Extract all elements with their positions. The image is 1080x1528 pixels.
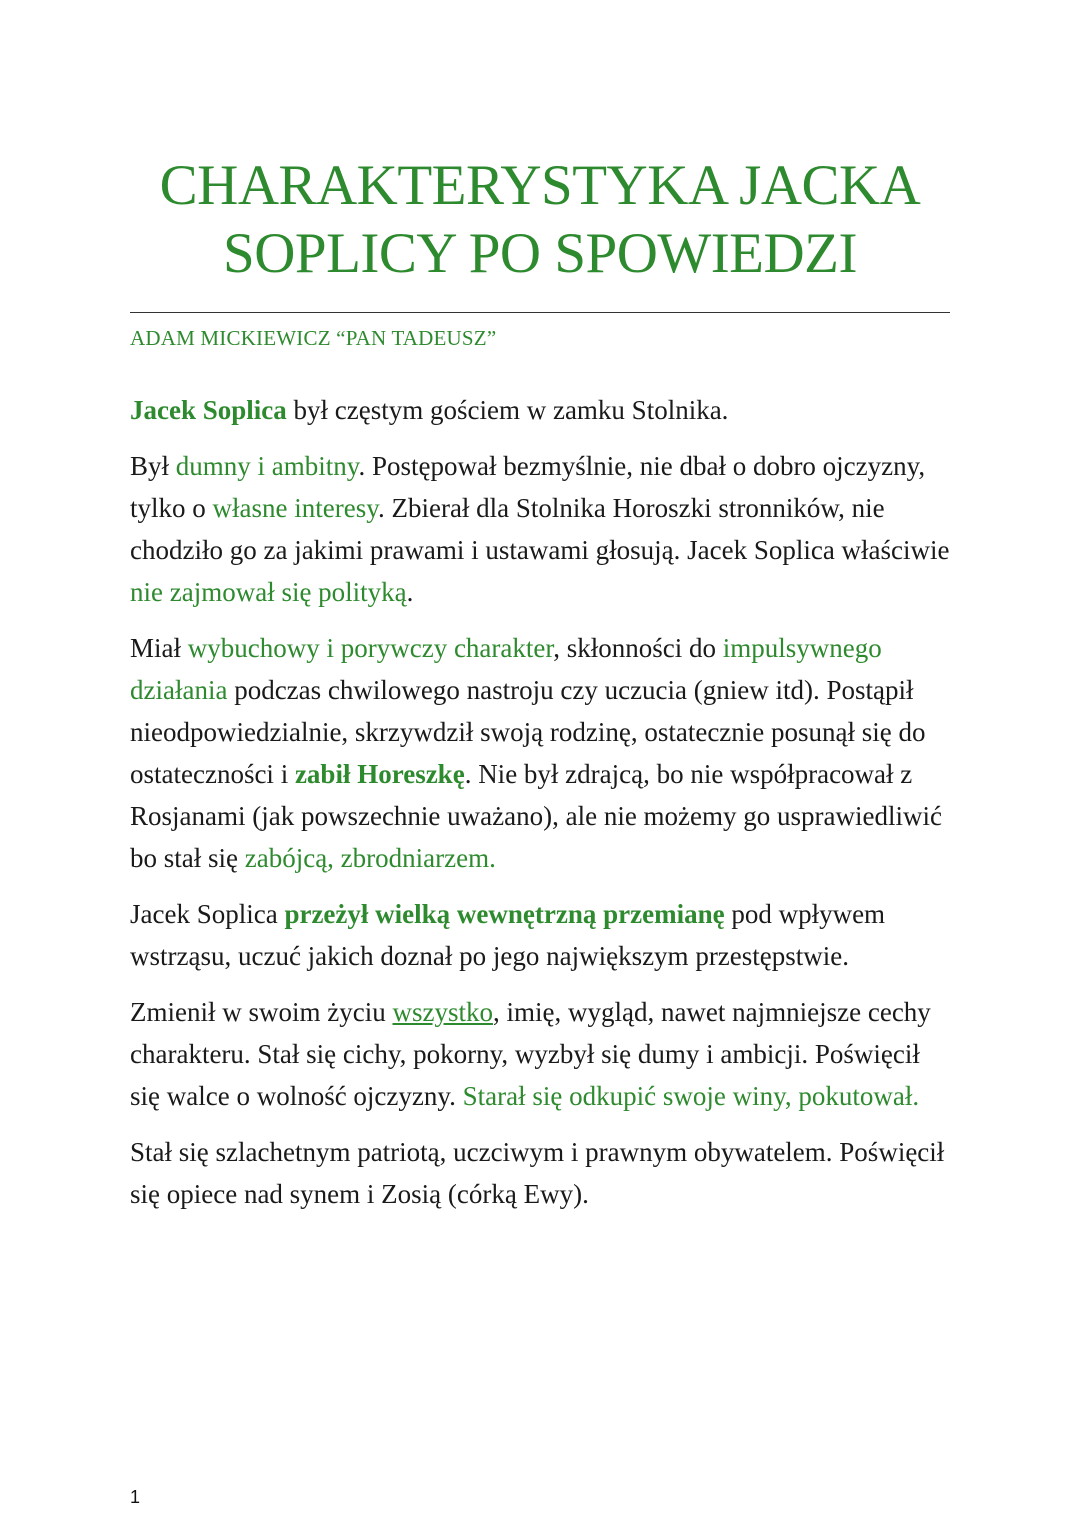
paragraph-5 <box>130 991 950 1117</box>
highlight: własne interesy <box>212 493 378 523</box>
highlight: Starał się odkupić swoje winy, pokutował. <box>462 1081 920 1111</box>
title-line-2: SOPLICY PO SPOWIEDZI <box>223 222 857 285</box>
highlight: wybuchowy i porywczy charakter <box>187 633 554 663</box>
document-subtitle: ADAM MICKIEWICZ “PAN TADEUSZ” <box>130 326 497 350</box>
document-title <box>130 152 950 288</box>
title-divider <box>130 312 950 313</box>
highlight: nie zajmował się polityką <box>130 577 407 607</box>
text-span: , imię, wygląd, nawet najmniejsze cechy charakteru. Stał się cichy, pokorny, wyzbył się dumy i ambicji. Poświęcił się walce o wolność ojczyzny. <box>130 997 931 1111</box>
paragraph-6 <box>130 1131 950 1215</box>
paragraph-4 <box>130 893 950 977</box>
highlight-bold: przeżył wielką wewnętrzną przemianę <box>284 899 725 929</box>
highlight: zabójcą, zbrodniarzem. <box>244 843 496 873</box>
text-span: był częstym gościem w zamku Stolnika. <box>286 395 729 425</box>
text-span: Miał <box>130 633 188 663</box>
document-body <box>130 389 950 1229</box>
text-span: . Postępował bezmyślnie, nie dbał o dobro ojczyzny, tylko o <box>130 451 926 523</box>
text-span: , skłonności do <box>553 633 723 663</box>
highlight-underlined: wszystko <box>392 997 493 1027</box>
text-span: Był <box>130 451 176 481</box>
text-span: . Nie był zdrajcą, bo nie współpracował z Rosjanami (jak powszechnie uważano), ale nie możemy go usprawiedliwić bo stał się <box>130 759 942 873</box>
text-span: podczas chwilowego nastroju czy uczucia (gniew itd). Postąpił nieodpowiedzialnie, skrzywdził swoją rodzinę, ostatecznie posunął się do ostateczności i <box>130 675 926 789</box>
title-line-1: CHARAKTERYSTYKA JACKA <box>159 154 921 217</box>
page-number: 1 <box>130 1487 141 1507</box>
paragraph-2 <box>130 445 950 613</box>
highlight-bold: zabił Horeszkę <box>294 759 465 789</box>
highlight-bold: Jacek Soplica <box>130 395 287 425</box>
highlight: dumny i ambitny <box>175 451 359 481</box>
text-span: . Zbierał dla Stolnika Horoszki stronników, nie chodziło go za jakimi prawami i ustawami głosują. Jacek Soplica właściwie <box>130 493 950 565</box>
paragraph-1 <box>130 389 950 431</box>
highlight: impulsywnego działania <box>130 633 882 705</box>
text-span: Zmienił w swoim życiu <box>130 997 393 1027</box>
text-span: Stał się szlachetnym patriotą, uczciwym i prawnym obywatelem. Poświęcił się opiece nad synem i Zosią (córką Ewy). <box>130 1137 945 1209</box>
paragraph-3 <box>130 627 950 879</box>
text-span: Jacek Soplica <box>130 899 285 929</box>
text-span: pod wpływem wstrząsu, uczuć jakich doznał po jego największym przestępstwie. <box>130 899 886 971</box>
text-span: . <box>406 577 414 607</box>
